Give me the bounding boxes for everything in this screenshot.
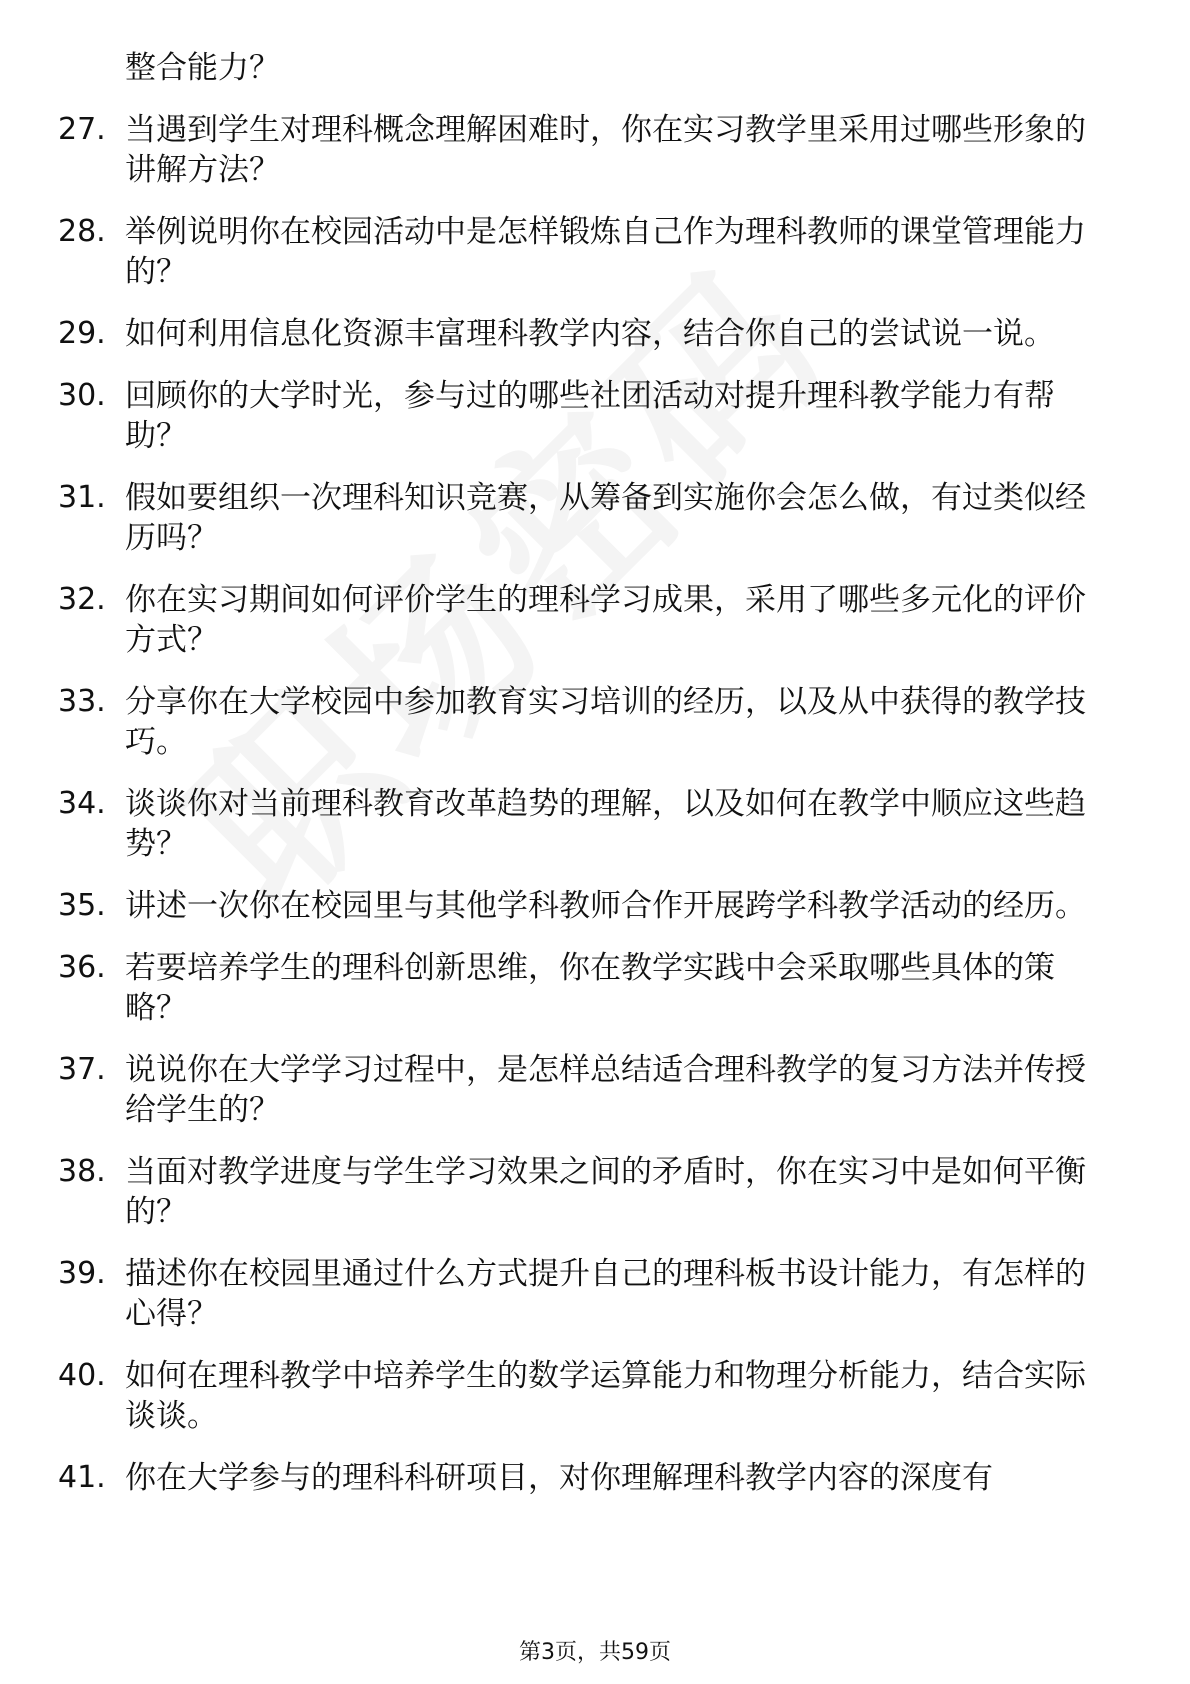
question-item	[58, 478, 1118, 558]
question-text: 回顾你的大学时光，参与过的哪些社团活动对提升理科教学能力有帮助？	[125, 378, 1055, 454]
question-text: 如何利用信息化资源丰富理科教学内容，结合你自己的尝试说一说。	[125, 316, 1055, 352]
question-item	[58, 948, 1118, 1028]
question-number: 41.	[58, 1460, 106, 1495]
question-text: 讲述一次你在校园里与其他学科教师合作开展跨学科教学活动的经历。	[125, 888, 1086, 924]
question-number: 38.	[58, 1154, 106, 1189]
question-number: 36.	[58, 950, 106, 985]
question-item	[58, 1356, 1118, 1436]
question-number: 30.	[58, 378, 106, 413]
intro-line: 整合能力？	[125, 50, 280, 86]
question-number: 35.	[58, 888, 106, 923]
question-item	[58, 580, 1118, 660]
question-number: 37.	[58, 1052, 106, 1087]
page-footer: 第3页，共59页	[519, 1640, 671, 1665]
question-text: 当遇到学生对理科概念理解困难时，你在实习教学里采用过哪些形象的讲解方法？	[125, 112, 1086, 188]
question-item	[58, 376, 1118, 456]
question-item	[58, 784, 1118, 864]
question-number: 34.	[58, 786, 106, 821]
question-number: 39.	[58, 1256, 106, 1291]
question-item	[58, 314, 1118, 354]
question-number: 31.	[58, 480, 106, 515]
question-number: 32.	[58, 582, 106, 617]
question-item	[58, 110, 1118, 190]
question-number: 29.	[58, 316, 106, 351]
question-text: 你在实习期间如何评价学生的理科学习成果，采用了哪些多元化的评价方式？	[125, 582, 1086, 658]
question-item	[58, 1050, 1118, 1130]
question-item	[58, 682, 1118, 762]
question-text: 如何在理科教学中培养学生的数学运算能力和物理分析能力，结合实际谈谈。	[125, 1358, 1086, 1434]
question-item	[58, 212, 1118, 292]
question-number: 27.	[58, 112, 106, 147]
question-item	[58, 1254, 1118, 1334]
question-text: 描述你在校园里通过什么方式提升自己的理科板书设计能力，有怎样的心得？	[125, 1256, 1086, 1332]
question-text: 假如要组织一次理科知识竞赛，从筹备到实施你会怎么做，有过类似经历吗？	[125, 480, 1086, 556]
question-text: 谈谈你对当前理科教育改革趋势的理解，以及如何在教学中顺应这些趋势？	[125, 786, 1086, 862]
question-list	[58, 110, 1118, 1520]
question-item	[58, 1152, 1118, 1232]
question-number: 40.	[58, 1358, 106, 1393]
question-number: 33.	[58, 684, 106, 719]
question-item	[58, 1458, 1118, 1498]
question-item	[58, 886, 1118, 926]
question-text: 分享你在大学校园中参加教育实习培训的经历，以及从中获得的教学技巧。	[125, 684, 1086, 760]
question-text: 你在大学参与的理科科研项目，对你理解理科教学内容的深度有	[125, 1460, 993, 1496]
question-text: 说说你在大学学习过程中，是怎样总结适合理科教学的复习方法并传授给学生的？	[125, 1052, 1086, 1128]
question-text: 举例说明你在校园活动中是怎样锻炼自己作为理科教师的课堂管理能力的？	[125, 214, 1086, 290]
question-text: 若要培养学生的理科创新思维，你在教学实践中会采取哪些具体的策略？	[125, 950, 1055, 1026]
question-text: 当面对教学进度与学生学习效果之间的矛盾时，你在实习中是如何平衡的？	[125, 1154, 1086, 1230]
question-number: 28.	[58, 214, 106, 249]
